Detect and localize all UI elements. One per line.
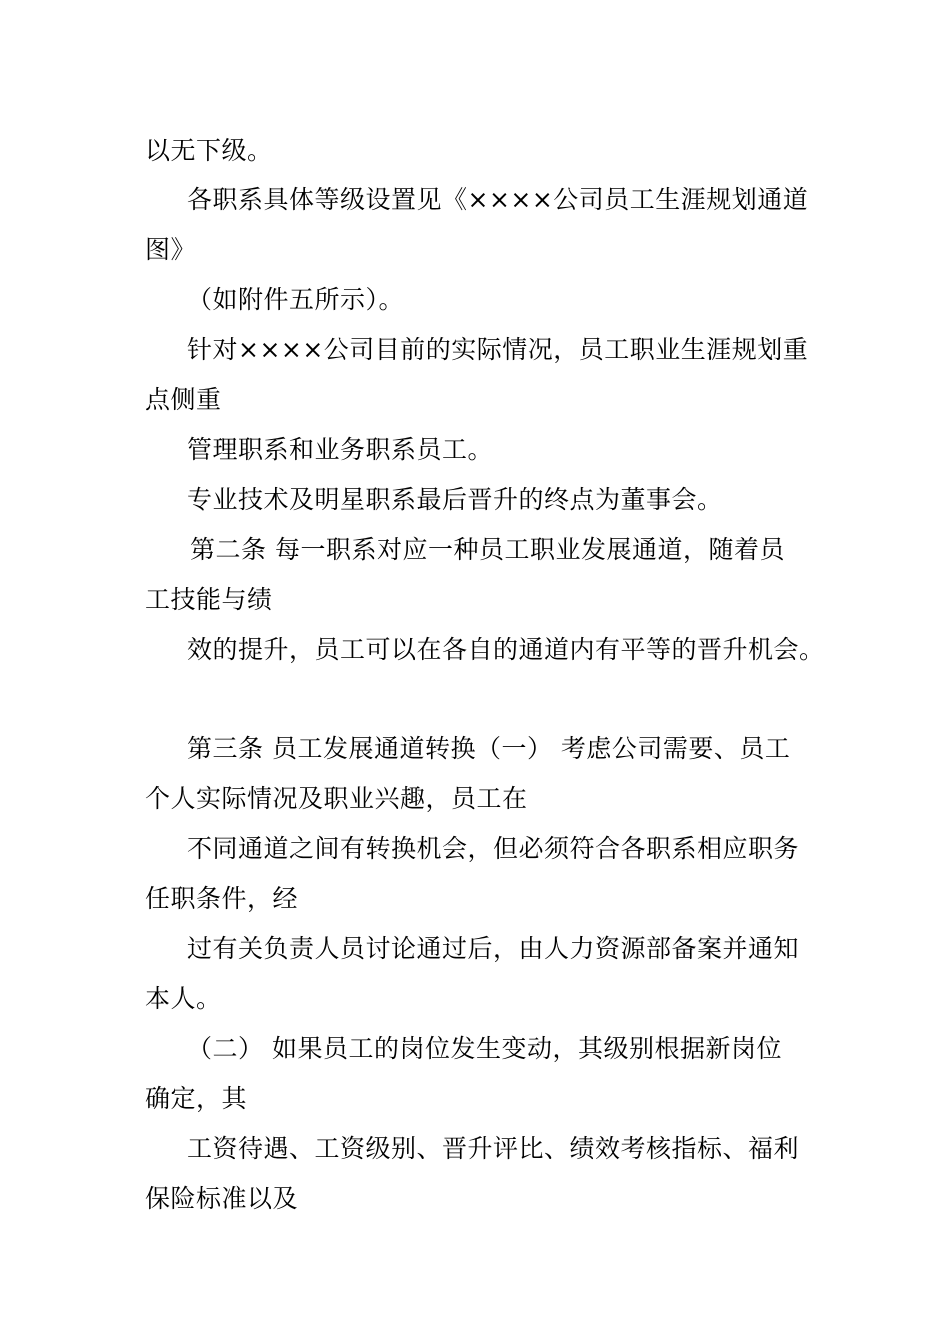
text-line: 效的提升，员工可以在各自的通道内有平等的晋升机会。 [187,635,825,664]
text-line: 工资待遇、工资级别、晋升评比、绩效考核指标、福利 [187,1134,800,1163]
text-line: 本人。 [145,984,222,1013]
text-line: 以无下级。 [145,136,273,165]
text-line: 第二条 每一职系对应一种员工职业发展通道，随着员 [190,535,785,564]
text-line: 第三条 员工发展通道转换（一） 考虑公司需要、员工 [187,734,791,763]
text-line: 个人实际情况及职业兴趣，员工在 [145,784,528,813]
text-line: 不同通道之间有转换机会，但必须符合各职系相应职务 [187,834,800,863]
text-line: （如附件五所示）。 [187,285,405,314]
text-line: 任职条件，经 [145,884,299,913]
text-line: 管理职系和业务职系员工。 [187,435,494,464]
text-line: 图》 [145,235,197,264]
text-line: 确定，其 [145,1084,248,1113]
text-line: 专业技术及明星职系最后晋升的终点为董事会。 [187,485,723,514]
text-line: 各职系具体等级设置见《××××公司员工生涯规划通道 [187,185,809,214]
text-line: 针对××××公司目前的实际情况，员工职业生涯规划重 [187,335,809,364]
text-line: 点侧重 [145,385,222,414]
text-line: 工技能与绩 [145,585,273,614]
text-line: （二） 如果员工的岗位发生变动，其级别根据新岗位 [187,1034,782,1063]
text-line: 过有关负责人员讨论通过后，由人力资源部备案并通知 [187,934,800,963]
text-line: 保险标准以及 [145,1184,299,1213]
